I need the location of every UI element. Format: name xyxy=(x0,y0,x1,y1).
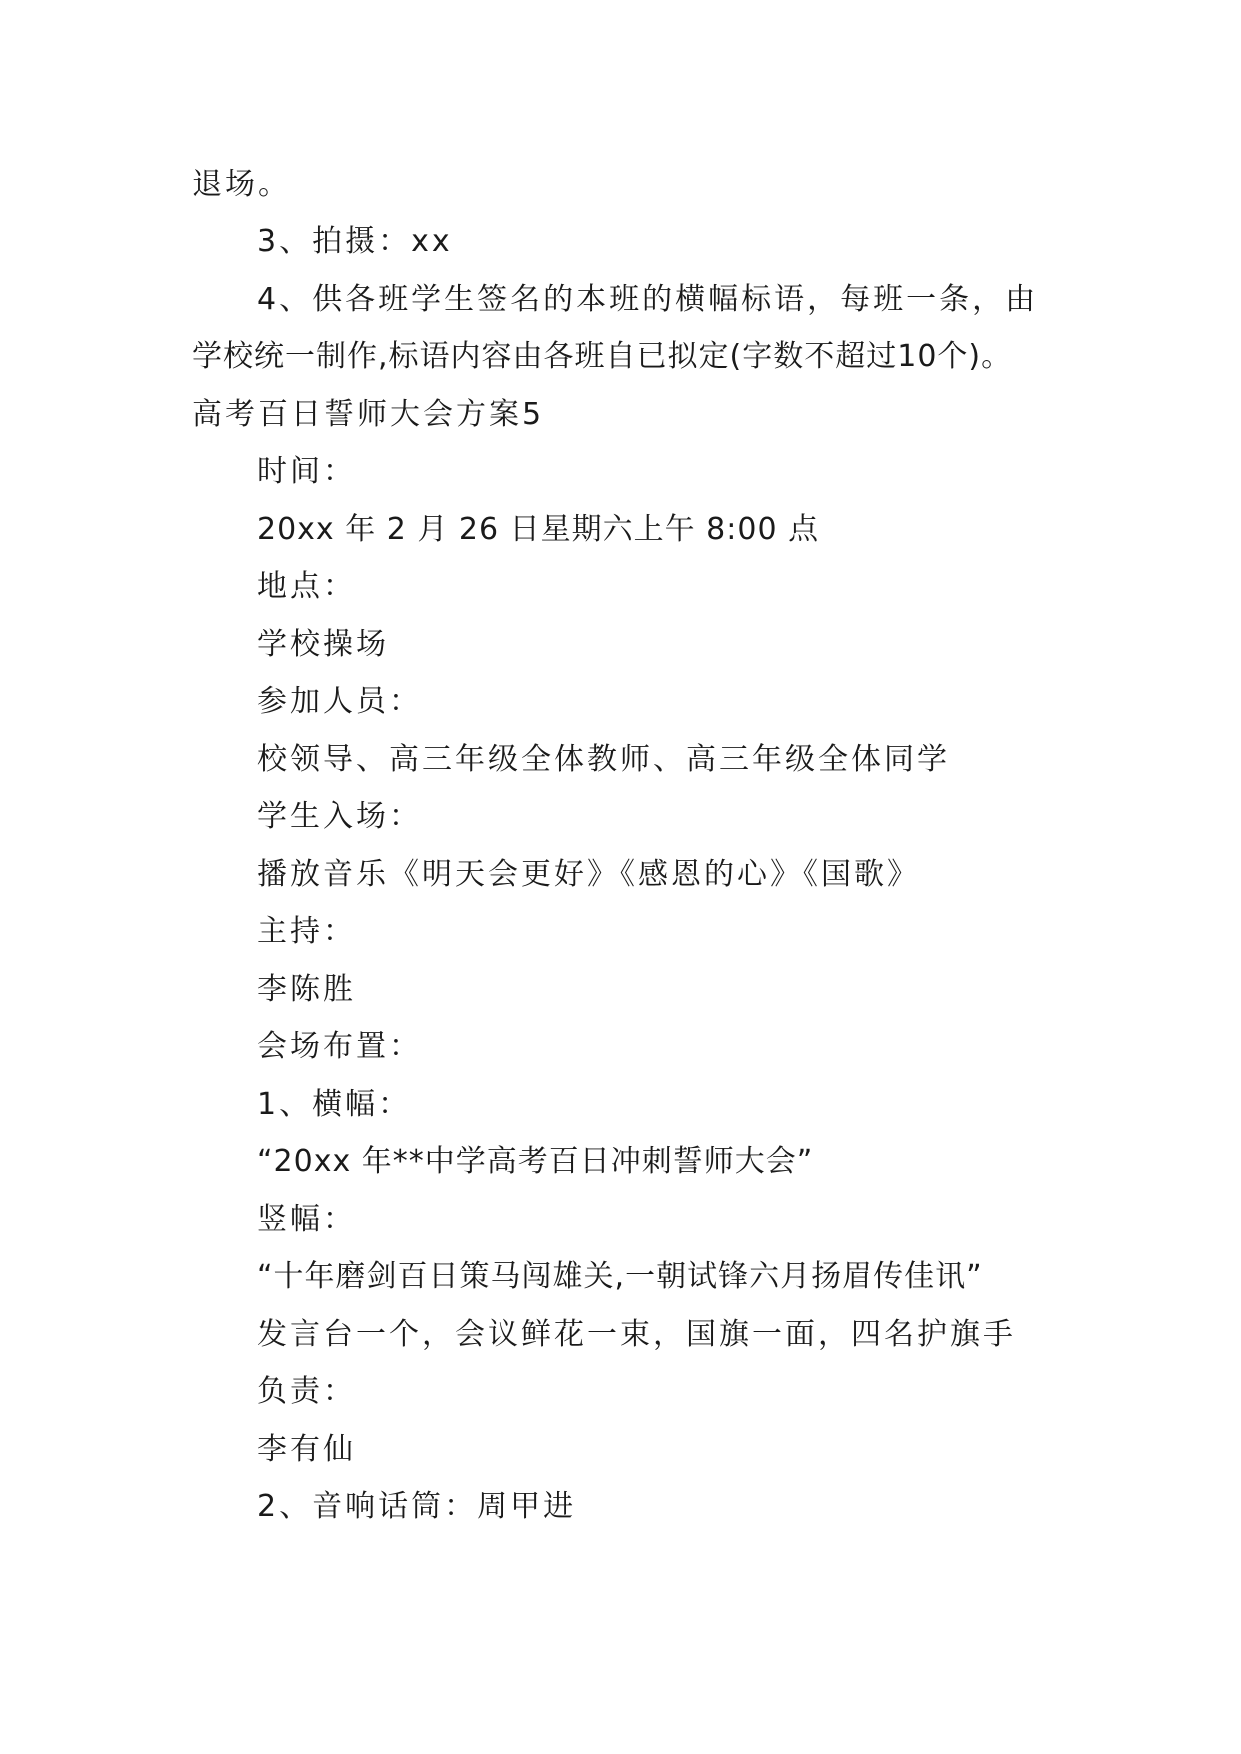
text-line: 学校操场 xyxy=(257,627,389,662)
text-line: 播放音乐《明天会更好》《感恩的心》《国歌》 xyxy=(257,857,920,892)
text-line: “十年磨剑百日策马闯雄关,一朝试锋六月扬眉传佳讯” xyxy=(257,1259,983,1294)
text-line: 4、供各班学生签名的本班的横幅标语，每班一条，由 xyxy=(257,282,1039,317)
text-line: 李有仙 xyxy=(257,1432,356,1467)
text-line: 地点： xyxy=(257,569,356,604)
text-line: 主持： xyxy=(257,914,356,949)
text-line: 李陈胜 xyxy=(257,972,356,1007)
text-line: 3、拍摄：xx xyxy=(257,224,453,259)
text-line: 20xx 年 2 月 26 日星期六上午 8:00 点 xyxy=(257,512,820,547)
text-line: 学校统一制作,标语内容由各班自已拟定(字数不超过10个)。 xyxy=(192,339,1013,374)
text-line: 时间： xyxy=(257,454,356,489)
text-line: 退场。 xyxy=(192,167,291,202)
text-line: 2、音响话筒：周甲进 xyxy=(257,1489,577,1524)
text-line: “20xx 年**中学高考百日冲刺誓师大会” xyxy=(257,1144,814,1179)
text-line: 竖幅： xyxy=(257,1202,356,1237)
text-line: 负责： xyxy=(257,1374,356,1409)
text-line: 会场布置： xyxy=(257,1029,422,1064)
text-line: 1、横幅： xyxy=(257,1087,412,1122)
section-heading: 高考百日誓师大会方案5 xyxy=(192,397,545,432)
text-line: 发言台一个，会议鲜花一束，国旗一面，四名护旗手 xyxy=(257,1317,1016,1352)
text-line: 校领导、高三年级全体教师、高三年级全体同学 xyxy=(257,742,950,777)
text-line: 参加人员： xyxy=(257,684,422,719)
text-line: 学生入场： xyxy=(257,799,422,834)
